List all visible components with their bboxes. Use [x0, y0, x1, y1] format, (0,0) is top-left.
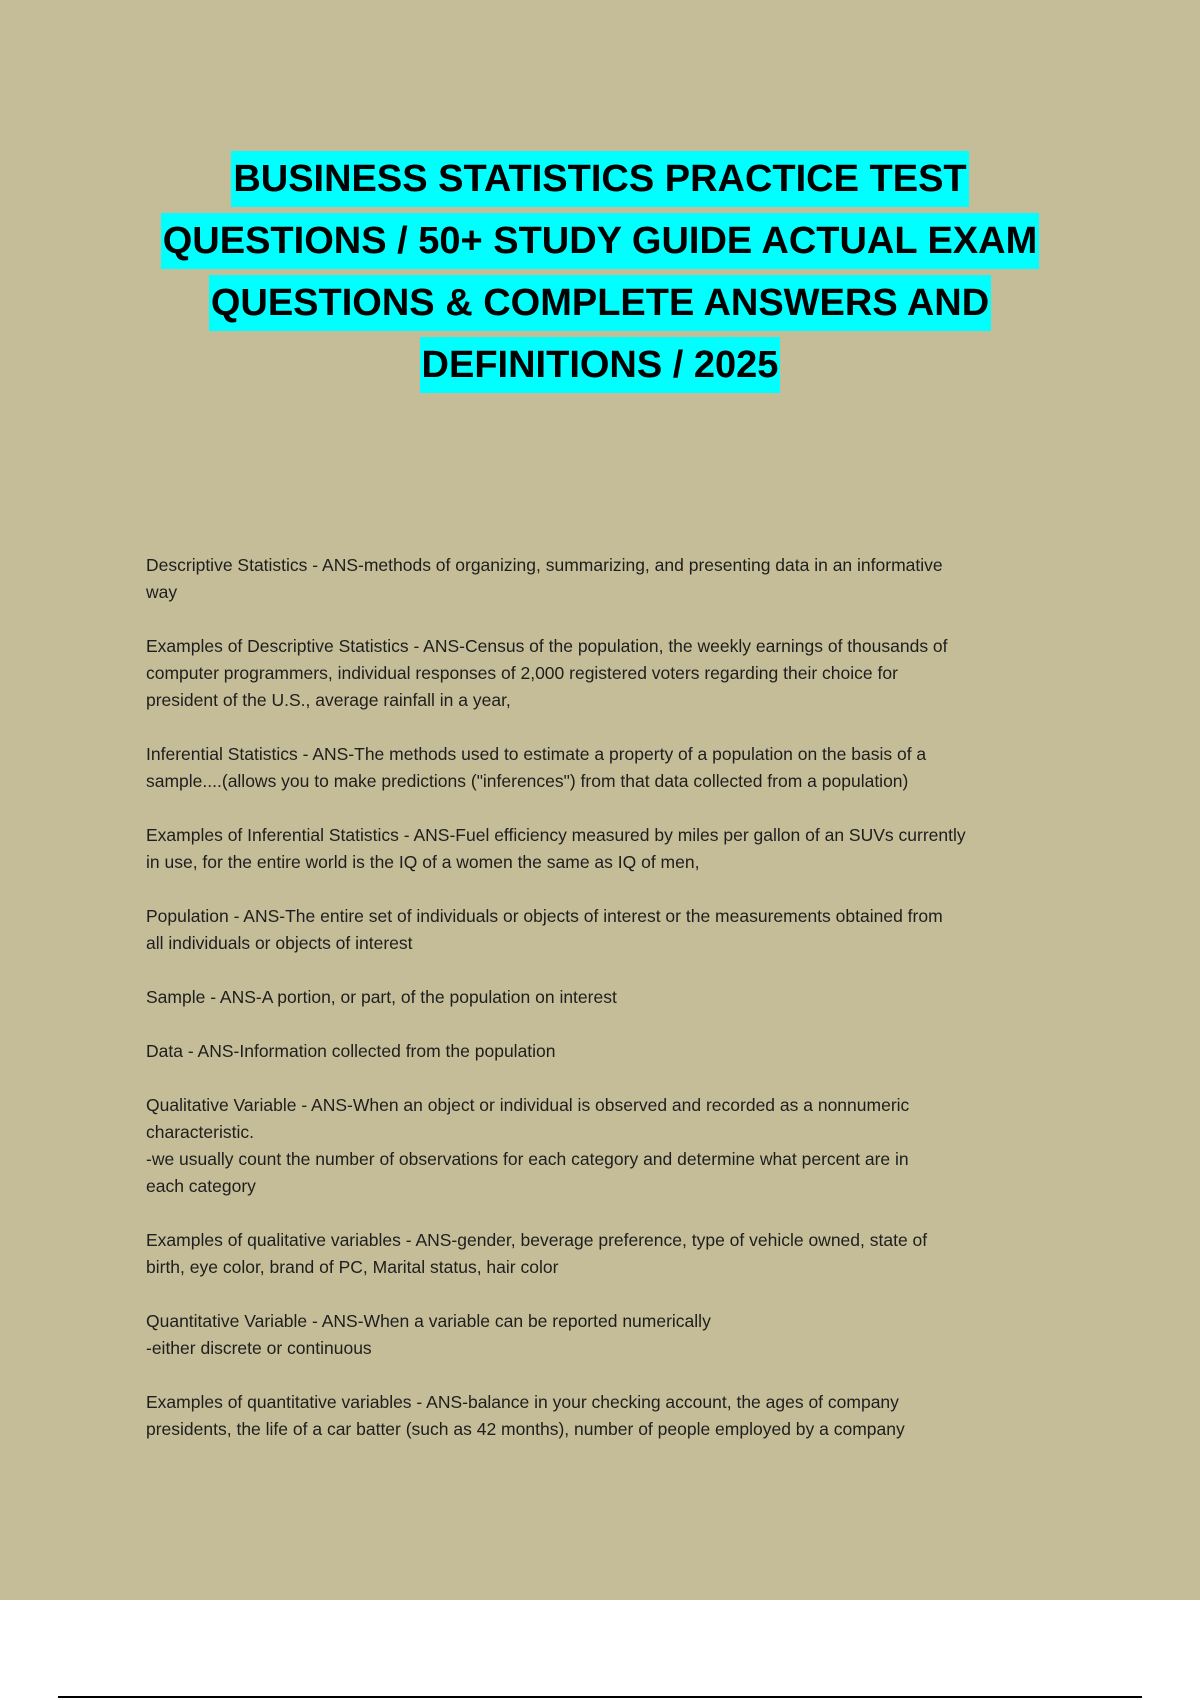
entry-text-line: Data - ANS-Information collected from the population	[146, 1041, 556, 1061]
definition-entry	[146, 1038, 1096, 1065]
definition-entry	[146, 741, 1096, 795]
definition-entry	[146, 1389, 1096, 1443]
definition-entry	[146, 552, 1096, 606]
entry-text-line: Descriptive Statistics - ANS-methods of organizing, summarizing, and presenting data in an informative	[146, 555, 943, 575]
entry-text-line: Quantitative Variable - ANS-When a variable can be reported numerically	[146, 1311, 711, 1331]
entry-text-line: -either discrete or continuous	[146, 1338, 372, 1358]
entry-text-line: Examples of Descriptive Statistics - ANS-Census of the population, the weekly earnings of thousands of	[146, 636, 948, 656]
entry-text-line: presidents, the life of a car batter (such as 42 months), number of people employed by a company	[146, 1419, 905, 1439]
entry-text-line: way	[146, 582, 178, 602]
entry-text-line: in use, for the entire world is the IQ of a women the same as IQ of men,	[146, 852, 700, 872]
title-line: QUESTIONS & COMPLETE ANSWERS AND	[209, 275, 991, 331]
definition-list	[146, 552, 1096, 1470]
entry-text-line: president of the U.S., average rainfall in a year,	[146, 690, 511, 710]
entry-text-line: Examples of Inferential Statistics - ANS-Fuel efficiency measured by miles per gallon of an SUVs currently	[146, 825, 966, 845]
entry-text-line: computer programmers, individual responses of 2,000 registered voters regarding their choice for	[146, 663, 898, 683]
definition-entry	[146, 822, 1096, 876]
definition-entry	[146, 1227, 1096, 1281]
document-title	[60, 148, 1140, 396]
entry-text-line: Qualitative Variable - ANS-When an object or individual is observed and recorded as a nonnumeric	[146, 1095, 910, 1115]
definition-entry	[146, 1308, 1096, 1362]
definition-entry	[146, 1092, 1096, 1200]
footer-divider	[58, 1696, 1142, 1698]
entry-text-line: Population - ANS-The entire set of individuals or objects of interest or the measurements obtained from	[146, 906, 943, 926]
title-line: BUSINESS STATISTICS PRACTICE TEST	[231, 151, 968, 207]
entry-text-line: sample....(allows you to make predictions ("inferences") from that data collected from a population)	[146, 771, 909, 791]
entry-text-line: Sample - ANS-A portion, or part, of the population on interest	[146, 987, 617, 1007]
definition-entry	[146, 903, 1096, 957]
page-footer-area	[0, 1600, 1200, 1700]
entry-text-line: birth, eye color, brand of PC, Marital status, hair color	[146, 1257, 559, 1277]
definition-entry	[146, 633, 1096, 714]
title-line: DEFINITIONS / 2025	[420, 337, 781, 393]
title-line: QUESTIONS / 50+ STUDY GUIDE ACTUAL EXAM	[161, 213, 1040, 269]
entry-text-line: -we usually count the number of observations for each category and determine what percent are in	[146, 1149, 909, 1169]
definition-entry	[146, 984, 1096, 1011]
entry-text-line: Examples of quantitative variables - ANS-balance in your checking account, the ages of company	[146, 1392, 899, 1412]
entry-text-line: each category	[146, 1176, 256, 1196]
entry-text-line: all individuals or objects of interest	[146, 933, 413, 953]
entry-text-line: Inferential Statistics - ANS-The methods used to estimate a property of a population on the basis of a	[146, 744, 927, 764]
entry-text-line: characteristic.	[146, 1122, 254, 1142]
entry-text-line: Examples of qualitative variables - ANS-gender, beverage preference, type of vehicle owned, state of	[146, 1230, 928, 1250]
